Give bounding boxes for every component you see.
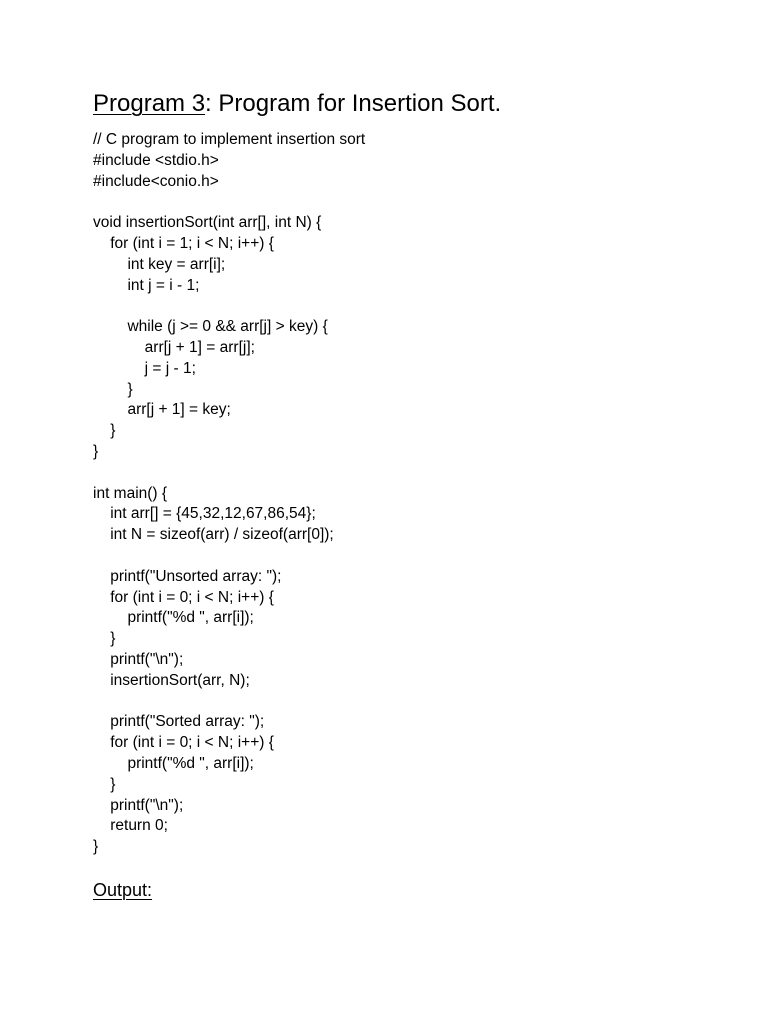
code-line (93, 296, 733, 317)
code-line: for (int i = 0; i < N; i++) { (93, 588, 274, 606)
code-line (93, 692, 733, 713)
code-line: } (93, 838, 99, 856)
code-line: arr[j + 1] = key; (93, 401, 231, 419)
code-line: // C program to implement insertion sort (93, 131, 366, 148)
code-line: } (93, 630, 116, 648)
code-line (93, 192, 733, 213)
code-line: } (93, 442, 99, 460)
code-line: for (int i = 0; i < N; i++) { (93, 734, 274, 752)
code-line: int j = i - 1; (93, 276, 200, 294)
code-line: printf("Unsorted array: "); (93, 567, 282, 585)
code-line: printf("Sorted array: "); (93, 713, 265, 731)
code-line: void insertionSort(int arr[], int N) { (93, 214, 322, 232)
code-line: #include <stdio.h> (93, 151, 219, 169)
code-line: } (93, 380, 133, 398)
program-title: Program for Insertion Sort. (211, 90, 502, 117)
code-line: insertionSort(arr, N); (93, 671, 250, 689)
code-listing (93, 130, 733, 858)
code-line: int main() { (93, 484, 168, 502)
code-line: int key = arr[i]; (93, 255, 226, 273)
code-line: printf("%d ", arr[i]); (93, 754, 254, 772)
code-line: return 0; (93, 817, 168, 835)
code-line: printf("%d ", arr[i]); (93, 609, 254, 627)
output-label: Output: (93, 880, 153, 900)
code-line (93, 546, 733, 567)
code-line: printf("\n"); (93, 796, 184, 814)
code-line: int N = sizeof(arr) / sizeof(arr[0]); (93, 526, 334, 544)
heading-separator: : (205, 90, 212, 117)
code-line: while (j >= 0 && arr[j] > key) { (93, 318, 328, 336)
document-page (93, 88, 733, 900)
code-line: for (int i = 1; i < N; i++) { (93, 234, 274, 252)
code-line: #include<conio.h> (93, 172, 219, 190)
code-line: j = j - 1; (93, 359, 196, 377)
code-line: arr[j + 1] = arr[j]; (93, 338, 255, 356)
code-line: printf("\n"); (93, 650, 184, 668)
code-line: } (93, 775, 116, 793)
code-line (93, 463, 733, 484)
code-line: int arr[] = {45,32,12,67,86,54}; (93, 505, 316, 523)
program-number-label: Program 3 (93, 90, 206, 117)
program-heading (93, 88, 733, 120)
code-line: } (93, 422, 116, 440)
